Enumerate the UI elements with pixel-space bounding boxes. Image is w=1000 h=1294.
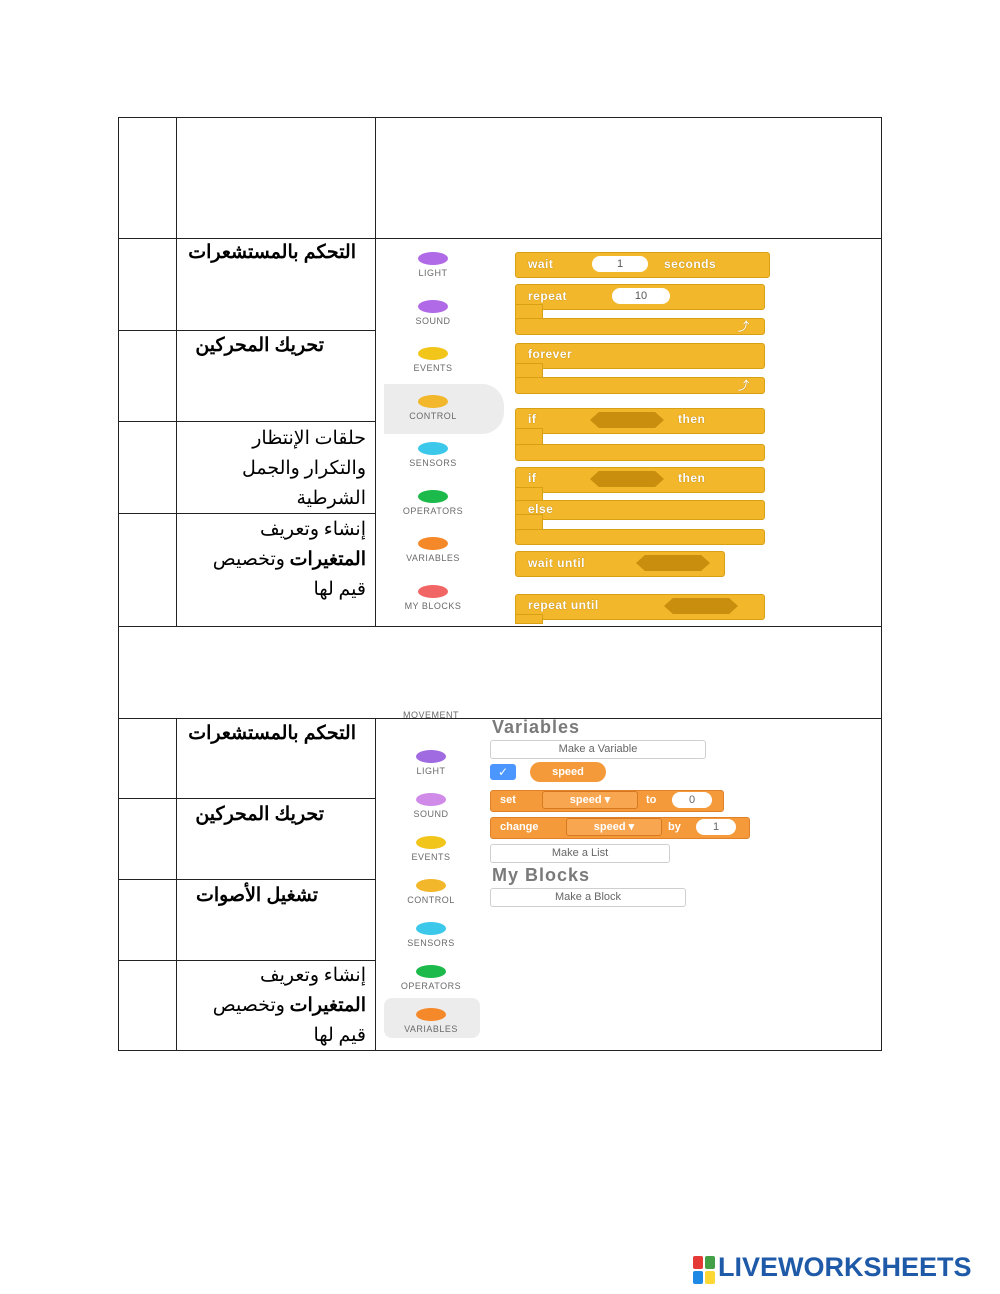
category-dot-icon [418, 585, 448, 598]
repeat-text: repeat [528, 289, 568, 303]
category-dot-icon [418, 300, 448, 313]
if2-text: if [528, 471, 537, 485]
category-dot-icon [416, 1008, 446, 1021]
set-var-text: speed [569, 794, 602, 806]
checkbox-checked-icon[interactable]: ✓ [490, 764, 516, 780]
t2-row3-label: تشغيل الأصوات [195, 885, 318, 906]
category-dot-icon [418, 347, 448, 360]
category-label: EVENTS [413, 363, 453, 373]
category-dot-icon [416, 965, 446, 978]
make-list-button[interactable]: Make a List [490, 844, 670, 863]
t1-row4-label [184, 515, 366, 605]
change-value[interactable]: 1 [696, 819, 736, 835]
repeat-until-slot[interactable] [664, 598, 738, 614]
t1-row3-line3: الشرطية [296, 488, 366, 509]
make-variable-button[interactable]: Make a Variable [490, 740, 706, 759]
t2-category-operators[interactable] [376, 965, 486, 991]
t2-row2-label: تحريك المحركين [195, 804, 324, 825]
t1-row4-line1: إنشاء وتعريف [259, 519, 366, 540]
category-label: EVENTS [411, 852, 451, 862]
wait-value[interactable]: 1 [592, 256, 648, 272]
t1-row1-label: التحكم بالمستشعرات [188, 242, 356, 263]
my-blocks-heading: My Blocks [492, 865, 591, 885]
then2-text: then [678, 471, 706, 485]
category-label: OPERATORS [402, 505, 464, 516]
t2-category-movement[interactable] [376, 707, 486, 720]
wait-until-slot[interactable] [636, 555, 710, 571]
loop-arrow-icon-2: ⤴ [738, 380, 750, 392]
variables-heading: Variables [492, 717, 581, 737]
category-dot-icon [416, 879, 446, 892]
repeat-value[interactable]: 10 [612, 288, 670, 304]
logo-square [693, 1271, 703, 1284]
repeat-foot [515, 318, 765, 335]
dropdown-arrow-icon-2: ▾ [628, 821, 635, 833]
t2-category-events[interactable] [376, 836, 486, 862]
wait-text: wait [528, 257, 554, 271]
t1-row4-bold: المتغيرات [289, 549, 366, 570]
if2-condition-slot[interactable] [590, 471, 664, 487]
if-text: if [528, 412, 537, 426]
category-label: LIGHT [416, 766, 446, 776]
t1-row4-rest: وتخصيص [212, 549, 290, 570]
then-text: then [678, 412, 706, 426]
category-label: MY BLOCKS [404, 600, 462, 611]
t2-row4-line1: إنشاء وتعريف [259, 965, 366, 986]
category-label: CONTROL [407, 895, 455, 905]
category-dot-icon [416, 836, 446, 849]
speed-variable-reporter[interactable]: speed [530, 762, 606, 782]
forever-text: forever [528, 347, 573, 361]
category-label: VARIABLES [406, 553, 460, 563]
category-dot-icon [418, 537, 448, 550]
change-variable-dropdown[interactable] [566, 818, 662, 836]
t2-row1-label: التحكم بالمستشعرات [188, 723, 356, 744]
t1-category-operators[interactable] [378, 490, 488, 516]
set-text: set [500, 794, 516, 806]
change-var-text: speed [593, 821, 626, 833]
logo-square [705, 1271, 715, 1284]
logo-square [705, 1256, 715, 1269]
t2-category-control[interactable] [376, 879, 486, 905]
category-dot-icon [418, 395, 448, 408]
category-dot-icon [416, 922, 446, 935]
t1-category-light[interactable] [378, 252, 488, 278]
else-text: else [528, 502, 554, 516]
t2-category-light[interactable] [376, 750, 486, 776]
category-dot-icon [416, 793, 446, 806]
repeat-until-arm [515, 614, 543, 624]
category-label: SOUND [413, 809, 449, 819]
category-dot-icon [418, 442, 448, 455]
category-dot-icon [418, 252, 448, 265]
set-variable-dropdown[interactable] [542, 791, 638, 809]
t1-row3-line1: حلقات الإنتظار [252, 428, 366, 449]
t2-category-sensors[interactable] [376, 922, 486, 948]
category-label: LIGHT [418, 268, 448, 278]
category-label: CONTROL [409, 410, 457, 421]
t1-category-events[interactable] [378, 347, 488, 373]
t1-row4-line3: قيم لها [313, 579, 366, 600]
t2-category-sound[interactable] [376, 793, 486, 819]
category-label: OPERATORS [400, 981, 462, 991]
t1-category-control[interactable] [378, 395, 488, 421]
if-foot [515, 444, 765, 461]
t2-category-variables[interactable] [376, 1008, 486, 1034]
t1-category-sound[interactable] [378, 300, 488, 326]
t1-category-variables[interactable] [378, 537, 488, 563]
loop-arrow-icon: ⤴ [738, 321, 750, 333]
category-label: SENSORS [407, 938, 455, 948]
repeat-until-text: repeat until [528, 598, 599, 612]
t2-row4-line3: قيم لها [313, 1025, 366, 1046]
dropdown-arrow-icon: ▾ [604, 794, 611, 806]
category-label: MOVEMENT [402, 710, 459, 720]
t1-row3-line2: والتكرار والجمل [241, 458, 366, 479]
category-label: SENSORS [409, 458, 457, 468]
set-value[interactable]: 0 [672, 792, 712, 808]
category-dot-icon [418, 490, 448, 503]
liveworksheets-brand: LIVEWORKSHEETS [718, 1252, 972, 1282]
category-label: VARIABLES [404, 1024, 458, 1034]
seconds-text: seconds [664, 257, 717, 271]
if-else-foot [515, 529, 765, 545]
to-text: to [646, 794, 657, 806]
t1-row3-label [184, 424, 366, 514]
forever-foot [515, 377, 765, 394]
t1-category-sensors[interactable] [378, 442, 488, 468]
liveworksheets-logo-icon [693, 1256, 715, 1284]
make-block-button[interactable]: Make a Block [490, 888, 686, 907]
if-condition-slot[interactable] [590, 412, 664, 428]
change-text: change [500, 821, 539, 833]
category-label: SOUND [415, 315, 451, 326]
logo-square [693, 1256, 703, 1269]
t1-row2-label: تحريك المحركين [195, 335, 324, 356]
t1-category-my-blocks[interactable] [378, 585, 488, 611]
wait-until-text: wait until [528, 556, 585, 570]
t2-row4-rest: وتخصيص [212, 995, 290, 1016]
by-text: by [668, 821, 681, 833]
category-dot-icon [416, 750, 446, 763]
t2-row4-bold: المتغيرات [289, 995, 366, 1016]
t2-row4-label [184, 961, 366, 1051]
